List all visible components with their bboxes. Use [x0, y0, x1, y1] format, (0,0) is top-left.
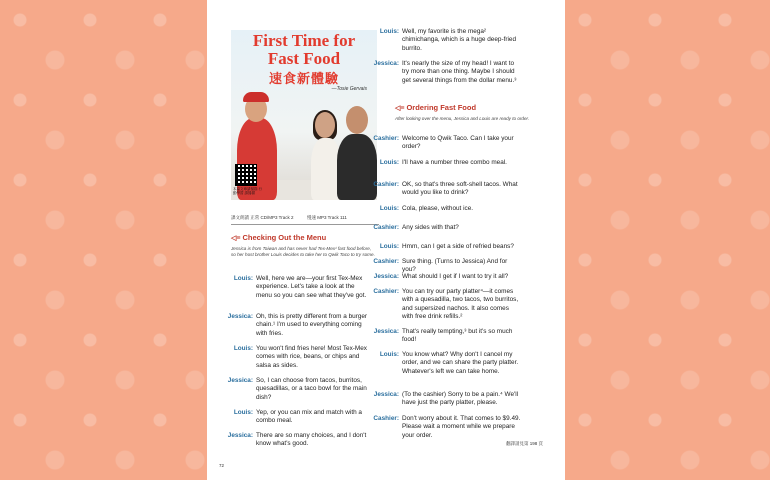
speaker-label: Louis:	[233, 409, 253, 416]
dialogue-line	[221, 409, 372, 426]
audio-track-slow: 慢速 MP3 Track 111	[307, 215, 347, 220]
cover-author: —Tosie Gervais	[331, 86, 367, 92]
utterance-text: You know what? Why don't I cancel my order, and we can share the party platter. Whatever's left we can take home.	[402, 351, 519, 375]
dialogue-line	[372, 273, 522, 281]
speaker-label: Cashier:	[373, 135, 399, 142]
louis-head	[346, 106, 368, 134]
utterance-text: Sure thing. (Turns to Jessica) And for you?	[402, 258, 508, 274]
dialogue-line	[372, 205, 522, 213]
speaker-label: Louis:	[233, 345, 253, 352]
section-heading-text: Checking Out the Menu	[242, 233, 327, 242]
qr-caption: 本篇文章請掃描 行動學習 請掃描	[233, 187, 262, 195]
speaker-label: Jessica:	[227, 377, 253, 384]
dialogue-line	[221, 345, 372, 370]
dialogue-line	[372, 135, 522, 152]
utterance-text: That's really tempting,³ but it's so much food!	[402, 328, 513, 344]
speaker-label: Louis:	[379, 243, 399, 250]
utterance-text: You won't find fries here! Most Tex-Mex comes with rice, beans, or chips and salsa as sides.	[256, 345, 367, 369]
divider	[231, 224, 379, 225]
speaker-label: Jessica:	[373, 391, 399, 398]
speaker-label: Cashier:	[373, 415, 399, 422]
section-heading-text: Ordering Fast Food	[406, 103, 477, 112]
dialogue-line	[221, 275, 372, 300]
decorative-right-background	[565, 0, 770, 480]
dialogue-line	[372, 28, 522, 53]
speaker-icon: ◁≡	[231, 235, 241, 242]
dialogue-line	[372, 181, 522, 198]
speaker-label: Louis:	[233, 275, 253, 282]
section-intro: After looking over the menu, Jessica and Louis are ready to order.	[395, 116, 530, 121]
utterance-text: OK, so that's three soft-shell tacos. What would you like to drink?	[402, 181, 518, 197]
utterance-text: (To the cashier) Sorry to be a pain.⁴ We'll have just the party platter, please.	[402, 391, 519, 407]
speaker-label: Cashier:	[373, 224, 399, 231]
utterance-text: Well, my favorite is the mega² chimichanga, which is a huge deep-fried burrito.	[402, 28, 517, 52]
louis-figure	[337, 134, 377, 200]
cover-title-line2: Fast Food	[267, 49, 341, 68]
dialogue-line	[372, 288, 522, 322]
dialogue-line	[372, 243, 522, 251]
utterance-text: What should I get if I want to try it all?	[402, 273, 509, 280]
speaker-label: Louis:	[379, 205, 399, 212]
speaker-label: Cashier:	[373, 181, 399, 188]
utterance-text: You can try our party platter⁴—it comes with a quesadilla, two tacos, two burritos, and supersized nachos. It also comes with free drink refills.²	[402, 288, 519, 321]
cover-title-chinese: 速食新體驗	[268, 71, 339, 86]
utterance-text: Any sides with that?	[402, 224, 459, 231]
dialogue-line	[372, 351, 522, 376]
section-heading-checking-menu	[231, 233, 326, 242]
dialogue-line	[221, 377, 372, 402]
dialogue-line	[221, 432, 372, 449]
speaker-label: Jessica:	[373, 273, 399, 280]
speaker-label: Jessica:	[227, 432, 253, 439]
speaker-label: Jessica:	[373, 328, 399, 335]
speaker-icon: ◁≡	[395, 105, 405, 112]
utterance-text: Oh, this is pretty different from a burger chain.¹ I'm used to everything coming with fries.	[256, 313, 368, 337]
utterance-text: There are so many choices, and I don't know what's good.	[256, 432, 367, 448]
utterance-text: So, I can choose from tacos, burritos, quesadillas, or a taco bowl for the main dish?	[256, 377, 367, 401]
qr-code-icon[interactable]	[235, 164, 257, 186]
dialogue-line	[372, 60, 522, 85]
speaker-label: Jessica:	[227, 313, 253, 320]
utterance-text: Well, here we are—your first Tex-Mex experience. Let's take a look at the menu so you can see what they've got.	[256, 275, 367, 299]
speaker-label: Louis:	[379, 28, 399, 35]
speaker-label: Cashier:	[373, 258, 399, 265]
cover-title-line1: First Time for	[252, 31, 356, 50]
dialogue-line	[372, 391, 522, 408]
dialogue-line	[221, 313, 372, 338]
dialogue-line	[372, 159, 522, 167]
translation-note: 翻譯請見第 198 頁	[506, 441, 544, 446]
dialogue-line	[372, 224, 522, 232]
speaker-label: Louis:	[379, 351, 399, 358]
utterance-text: Cola, please, without ice.	[402, 205, 474, 212]
utterance-text: Yep, or you can mix and match with a combo meal.	[256, 409, 362, 425]
section-intro: Jessica is from Taiwan and has never had Tex-Mex¹ fast food before, so her host brother Louis decides to take her to Qwik Taco to try some.	[231, 246, 375, 257]
cashier-cap	[243, 92, 269, 102]
utterance-text: I'll have a number three combo meal.	[402, 159, 507, 166]
audio-track-normal: 課文朗讀 正常 CD/MP3 Track 2	[231, 215, 294, 220]
utterance-text: Don't worry about it. That comes to $9.49. Please wait a moment while we prepare your order.	[402, 415, 521, 439]
speaker-label: Cashier:	[373, 288, 399, 295]
utterance-text: It's nearly the size of my head! I want to try more than one thing. Maybe I should get several things from the dollar menu.³	[402, 60, 517, 84]
cover-image	[231, 30, 377, 200]
page-number: 72	[219, 463, 225, 468]
speaker-label: Jessica:	[373, 60, 399, 67]
utterance-text: Welcome to Qwik Taco. Can I take your order?	[402, 135, 514, 151]
utterance-text: Hmm, can I get a side of refried beans?	[402, 243, 514, 250]
speaker-label: Louis:	[379, 159, 399, 166]
dialogue-line	[372, 415, 522, 440]
jessica-head	[315, 112, 335, 138]
section-heading-ordering	[395, 103, 476, 112]
decorative-left-background	[0, 0, 207, 480]
magazine-page	[207, 0, 565, 480]
dialogue-line	[372, 328, 522, 345]
